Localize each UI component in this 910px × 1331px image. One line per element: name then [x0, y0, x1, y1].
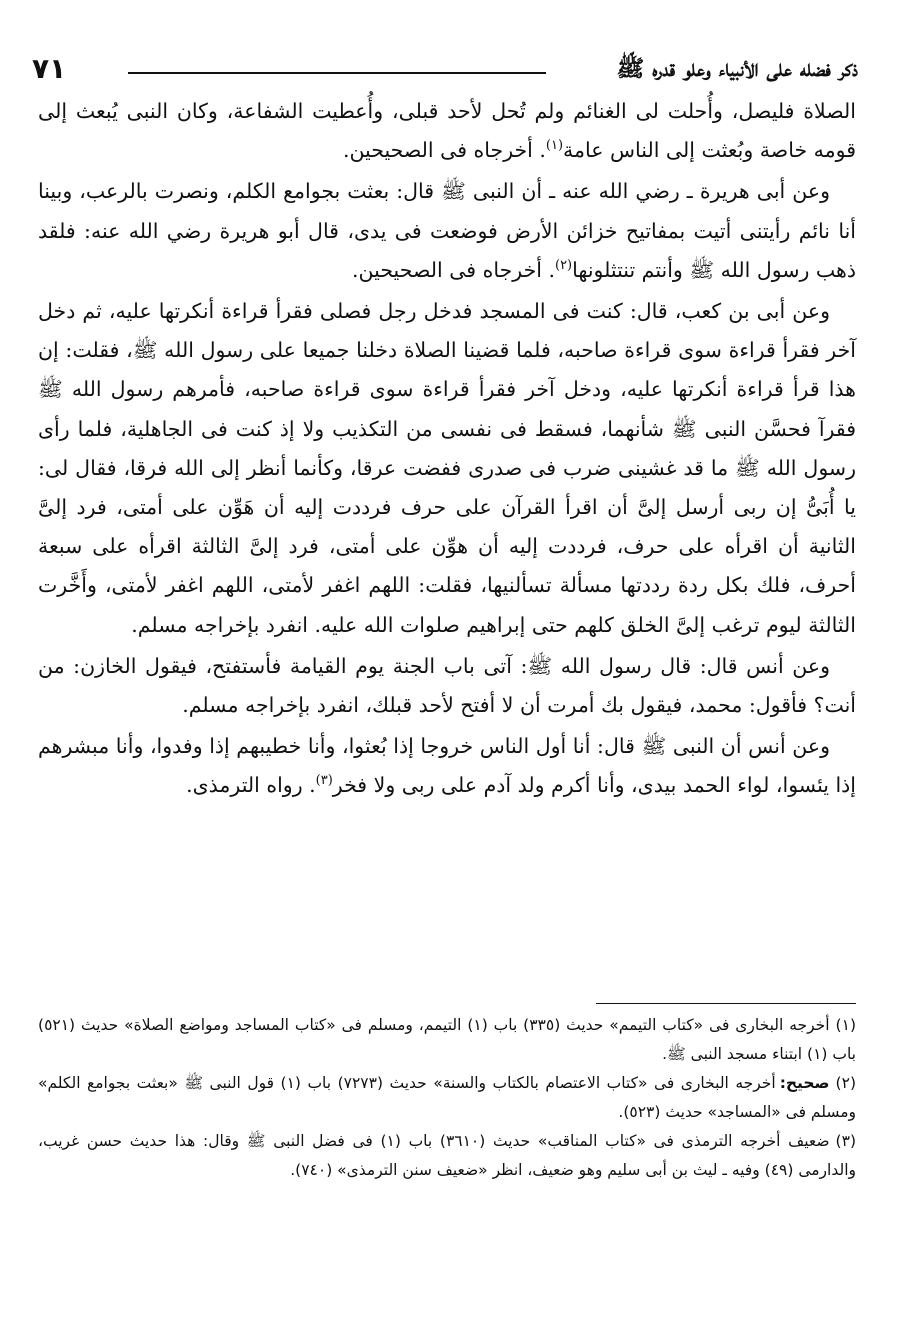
footnotes — [38, 1011, 856, 1185]
paragraph-tail: . رواه الترمذى. — [186, 773, 316, 798]
running-title: ذكر فضله على الأنبياء وعلو قدره ﷺ — [616, 55, 858, 82]
paragraph-text: وعن أبى هريرة ـ رضي الله عنه ـ أن النبى ﷺ قال: بعثت بجوامع الكلم، ونصرت بالرعب، وبينا أنا نائم رأيتنى أتيت بمفاتيح خزائن الأرض فوضعت فى يدى، قال أبو هريرة رضي الله عنه: فلقد ذهب رسول الله ﷺ وأنتم تنتثلونها — [38, 179, 856, 282]
footnote — [38, 1011, 856, 1069]
paragraph-tail: . أخرجاه فى الصحيحين. — [352, 257, 555, 282]
footnote-marker: (٣) — [315, 773, 333, 789]
footnote-text: أخرجه البخارى فى «كتاب الاعتصام بالكتاب والسنة» حديث (٧٢٧٣) باب (١) قول النبى ﷺ «بعثت بجوامع الكلم» ومسلم فى «المساجد» حديث (٥٢٣). — [38, 1074, 856, 1121]
header-rule — [128, 72, 546, 74]
paragraph — [38, 647, 856, 725]
paragraph — [38, 292, 856, 645]
paragraph-text: الصلاة فليصل، وأُحلت لى الغنائم ولم تُحل لأحد قبلى، وأُعطيت الشفاعة، وكان النبى يُبعث إلى قومه خاصة وبُعثت إلى الناس عامة — [38, 99, 856, 163]
footnote-text: أخرجه البخارى فى «كتاب التيمم» حديث (٣٣٥) باب (١) التيمم، ومسلم فى «كتاب المساجد ومواضع الصلاة» حديث (٥٢١) باب (١) ابتناء مسجد النبى ﷺ. — [38, 1016, 856, 1063]
main-text — [38, 92, 856, 808]
footnote-number: (١) — [835, 1016, 856, 1034]
footnote-number: (٢) — [835, 1074, 856, 1092]
paragraph — [38, 172, 856, 290]
footnote-marker: (١) — [545, 138, 564, 154]
footnote-grade: صحيح: — [779, 1074, 830, 1092]
footnote-rule — [596, 1003, 856, 1004]
page-number: ٧١ — [32, 52, 67, 85]
paragraph-text: وعن أبى بن كعب، قال: كنت فى المسجد فدخل رجل فصلى فقرأ قراءة أنكرتها عليه، ثم دخل آخر فقرأ قراءة سوى قراءة صاحبه، فلما قضينا الصلاة دخلنا جميعا على رسول الله ﷺ، فقلت: إن هذا قرأ قراءة أنكرتها عليه، ودخل آخر فقرأ قراءة سوى قراءة صاحبه، فأمرهم رسول الله ﷺ فقرآ فحسَّن النبى ﷺ شأنهما، فسقط فى نفسى من التكذيب ولا إذ كنت فى الجاهلية، فلما رأى رسول الله ﷺ ما قد غشينى ضرب فى صدرى ففضت عرقا، وكأنما أنظر إلى الله فرقا، فقال لى: يا أُبَىُّ إن ربى أرسل إلىَّ أن اقرأ القرآن على حرف فرددت إليه أن هَوِّن على أمتى، فرد إلىَّ الثانية أن اقرأه على حرف، فرددت إليه أن هوِّن على أمتى، فرد إلىَّ الثالثة اقرأه على سبعة أحرف، فلك بكل ردة رددتها مسألة تسألنيها، فقلت: اللهم اغفر لأمتى، اللهم اغفر لأمتى، وأَخَّرت الثالثة ليوم ترغب إلىَّ الخلق كلهم حتى إبراهيم صلوات الله عليه. انفرد بإخراجه مسلم. — [38, 299, 856, 637]
footnote-text: ضعيف أخرجه الترمذى فى «كتاب المناقب» حديث (٣٦١٠) باب (١) فى فضل النبى ﷺ وقال: هذا حديث حسن غريب، والدارمى (٤٩) وفيه ـ ليث بن أبى سليم وهو ضعيف، انظر «ضعيف سنن الترمذى» (٧٤٠). — [38, 1132, 856, 1179]
footnote — [38, 1127, 856, 1185]
paragraph-text: وعن أنس أن النبى ﷺ قال: أنا أول الناس خروجا إذا بُعثوا، وأنا خطيبهم إذا وفدوا، وأنا مبشرهم إذا يئسوا، لواء الحمد بيدى، وأنا أكرم ولد آدم على ربى ولا فخر — [38, 734, 856, 798]
paragraph-text: وعن أنس قال: قال رسول الله ﷺ: آتى باب الجنة يوم القيامة فأستفتح، فيقول الخازن: من أنت؟ فأقول: محمد، فيقول بك أمرت أن لا أفتح لأحد قبلك، انفرد بإخراجه مسلم. — [38, 653, 856, 718]
page-header — [30, 52, 858, 92]
paragraph — [38, 92, 856, 170]
paragraph-tail: . أخرجاه فى الصحيحين. — [342, 138, 546, 163]
footnote-number: (٣) — [835, 1132, 856, 1150]
footnote-marker: (٢) — [554, 257, 573, 273]
footnote — [38, 1069, 856, 1127]
paragraph — [38, 727, 856, 805]
